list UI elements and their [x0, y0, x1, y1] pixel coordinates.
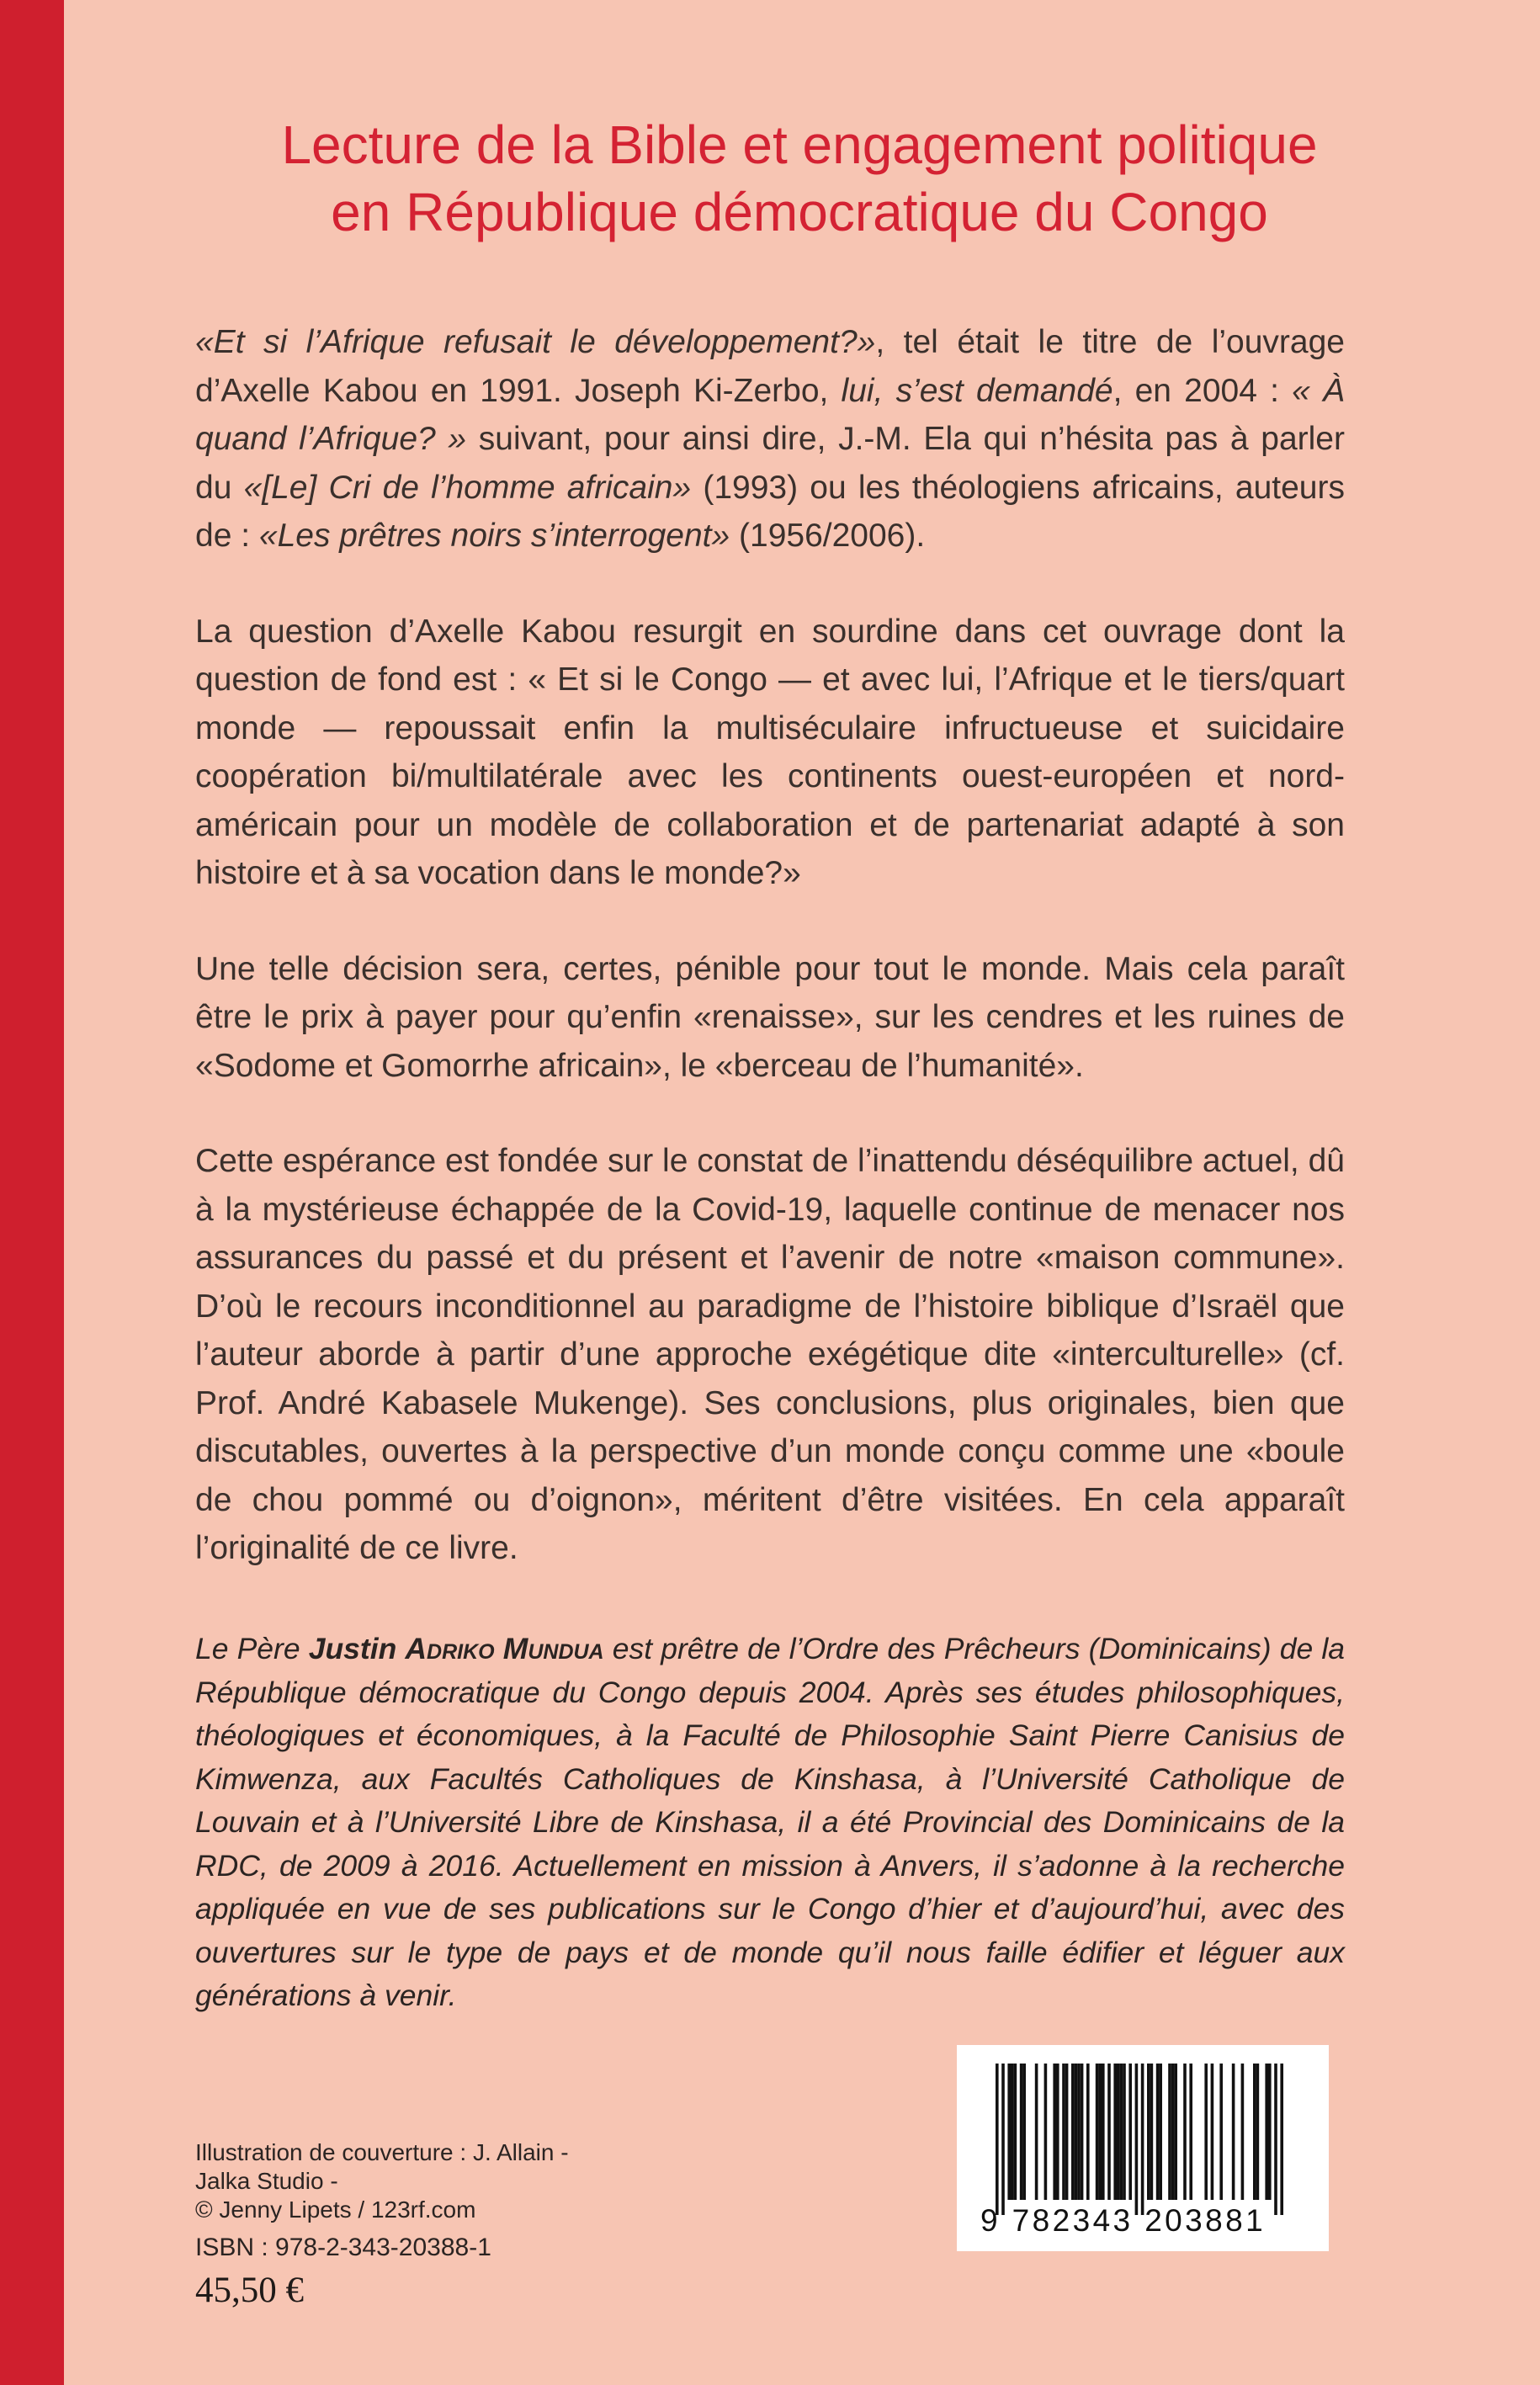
barcode-bar [1135, 2064, 1139, 2215]
barcode-bar [1075, 2064, 1078, 2200]
author-first-name: Justin [308, 1632, 397, 1665]
barcode-bar [1256, 2064, 1260, 2200]
author-bio-text [195, 1628, 1345, 2018]
barcode-digits: 9 782343 203881 [980, 2203, 1267, 2238]
barcode-bar [1174, 2064, 1177, 2200]
blurb-paragraph-2: La question d’Axelle Kabou resurgit en sourdine dans cet ouvrage dont la question de fond est : « Et si le Congo — et avec lui, l’Afrique et le tiers/quart monde — repoussait enfin la multiséculaire infructueuse et suicidaire coopération bi/multilatérale avec les continents ouest-européen et nord-américain pour un modèle de collaboration et de partenariat adapté à son histoire et à sa vocation dans le monde?» [195, 613, 1345, 891]
barcode-bar [1086, 2064, 1090, 2200]
blurb-paragraph-1 [195, 318, 1345, 560]
red-spine-band [0, 0, 64, 2385]
barcode-bar [1117, 2064, 1120, 2200]
barcode-bar [1141, 2064, 1144, 2215]
author-last-name-1: Adriko [405, 1632, 495, 1665]
barcode-bar [1147, 2064, 1150, 2200]
barcode-bar [1204, 2064, 1208, 2200]
price: 45,50 € [195, 2271, 304, 2310]
text-segment: suivant, pour ainsi dire, J.-M. Ela qui n’hésita pas à parler du [195, 421, 1345, 506]
barcode-bar [1211, 2064, 1214, 2200]
barcode-bar [1001, 2064, 1005, 2215]
barcode-bar [1007, 2064, 1011, 2200]
barcode-bar [1150, 2064, 1154, 2200]
barcode-bar [1189, 2064, 1192, 2200]
quote-segment: lui, s’est demandé [841, 372, 1113, 409]
barcode-bar [1107, 2064, 1111, 2200]
barcode-bar [1081, 2064, 1084, 2200]
barcode-bar [1056, 2064, 1059, 2200]
bio-body: est prêtre de l’Ordre des Prêcheurs (Dominicains) de la République démocratique du Congo depuis 2004. Après ses études philosophiques, théologiques et économiques, à la Faculté de Philosophie Saint Pierre Canisius de Kimwenza, aux Facultés Catholiques de Kinshasa, à l’Université Catholique de Louvain et à l’Université Libre de Kinshasa, il a été Provincial des Dominicains de la RDC, de 2009 à 2016. Actuellement en mission à Anvers, il s’adonne à la recherche appliquée en vue de ses publications sur le Congo d’hier et d’aujourd’hui, avec des ouvertures sur le type de pays et de monde qu’il nous faille édifier et léguer aux générations à venir. [195, 1632, 1345, 2012]
barcode-bar [1062, 2064, 1065, 2200]
barcode-bar [1268, 2064, 1272, 2200]
barcode [957, 2045, 1329, 2251]
barcode-bar [1123, 2064, 1126, 2200]
barcode-bar [1280, 2064, 1283, 2215]
cover-credit [195, 2138, 616, 2224]
barcode-bar [1102, 2064, 1105, 2200]
barcode-bar [1022, 2064, 1026, 2200]
barcode-bar [1265, 2064, 1268, 2200]
text-segment: (1993) ou les théologiens africains, auteurs de : [195, 469, 1345, 554]
barcode-bar [1171, 2064, 1175, 2200]
author-last-name-2: Mundua [502, 1632, 604, 1665]
barcode-bar [1098, 2064, 1102, 2200]
title-line-2: en République démocratique du Congo [331, 182, 1268, 242]
barcode-bar [1044, 2064, 1048, 2200]
barcode-bar [1014, 2064, 1017, 2200]
quote-title-ela: «[Le] Cri de l’homme africain» [243, 469, 692, 506]
barcode-bar [1274, 2064, 1277, 2215]
barcode-bar [1219, 2064, 1223, 2200]
barcode-bar [1035, 2064, 1038, 2200]
blurb-paragraph-4: Cette espérance est fondée sur le constat de l’inattendu déséquilibre actuel, dû à la mystérieuse échappée de la Covid-19, laquelle continue de menacer nos assurances du passé et du présent et l’avenir de notre «maison commune». D’où le recours inconditionnel au paradigme de l’histoire biblique d’Israël que l’auteur aborde à partir d’une approche exégétique dite «interculturelle» (cf. Prof. André Kabasele Mukenge). Ses conclusions, plus originales, bien que discutables, ouvertes à la perspective d’un monde conçu comme une «boule de chou pommé ou d’oignon», méritent d’être visitées. En cela apparaît l’originalité de ce livre. [195, 1143, 1345, 1566]
barcode-bar [1253, 2064, 1256, 2200]
barcode-bar [1159, 2064, 1162, 2200]
barcode-bar [1077, 2064, 1081, 2200]
barcode-bar [1096, 2064, 1099, 2200]
quote-title-kizerbo: « À quand l’Afrique? » [195, 372, 1345, 457]
barcode-bar [1120, 2064, 1123, 2200]
text-segment: , en 2004 : [1113, 372, 1293, 409]
barcode-bar [1128, 2064, 1132, 2200]
text-segment: , tel était le titre de l’ouvrage d’Axelle Kabou en 1991. Joseph Ki-Zerbo, [195, 324, 1345, 409]
bio-prefix: Le Père [195, 1632, 309, 1665]
barcode-bar [1065, 2064, 1069, 2200]
barcode-bar [1053, 2064, 1056, 2200]
barcode-bar [1156, 2064, 1160, 2200]
barcode-bar [996, 2064, 999, 2215]
barcode-bar [1113, 2064, 1117, 2200]
blurb-paragraph-3: Une telle décision sera, certes, pénible pour tout le monde. Mais cela paraît être le prix à payer pour qu’enfin «renaisse», sur les cendres et les ruines de «Sodome et Gomorrhe africain», le «berceau de l’humanité». [195, 950, 1345, 1084]
barcode-bar [1168, 2064, 1171, 2200]
isbn-number: ISBN : 978-2-343-20388-1 [195, 2234, 491, 2261]
credit-line-2: © Jenny Lipets / 123rf.com [195, 2196, 476, 2223]
barcode-bar [1241, 2064, 1245, 2200]
quote-title-kabou: «Et si l’Afrique refusait le développement?» [195, 324, 876, 360]
barcode-bar [1071, 2064, 1075, 2200]
blurb [195, 318, 1345, 1573]
author-name [309, 1632, 604, 1665]
credit-line-1: Illustration de couverture : J. Allain - Jalka Studio - [195, 2139, 569, 2194]
title-line-1: Lecture de la Bible et engagement politique [281, 114, 1318, 175]
barcode-bar [1011, 2064, 1014, 2200]
barcode-bar [1232, 2064, 1235, 2200]
barcode-bar [1020, 2064, 1023, 2200]
author-bio [195, 1628, 1345, 2018]
book-title [101, 111, 1498, 246]
text-segment: (1956/2006). [730, 518, 926, 554]
quote-title-pretres: «Les prêtres noirs s’interrogent» [258, 518, 730, 554]
barcode-bar [1183, 2064, 1187, 2200]
